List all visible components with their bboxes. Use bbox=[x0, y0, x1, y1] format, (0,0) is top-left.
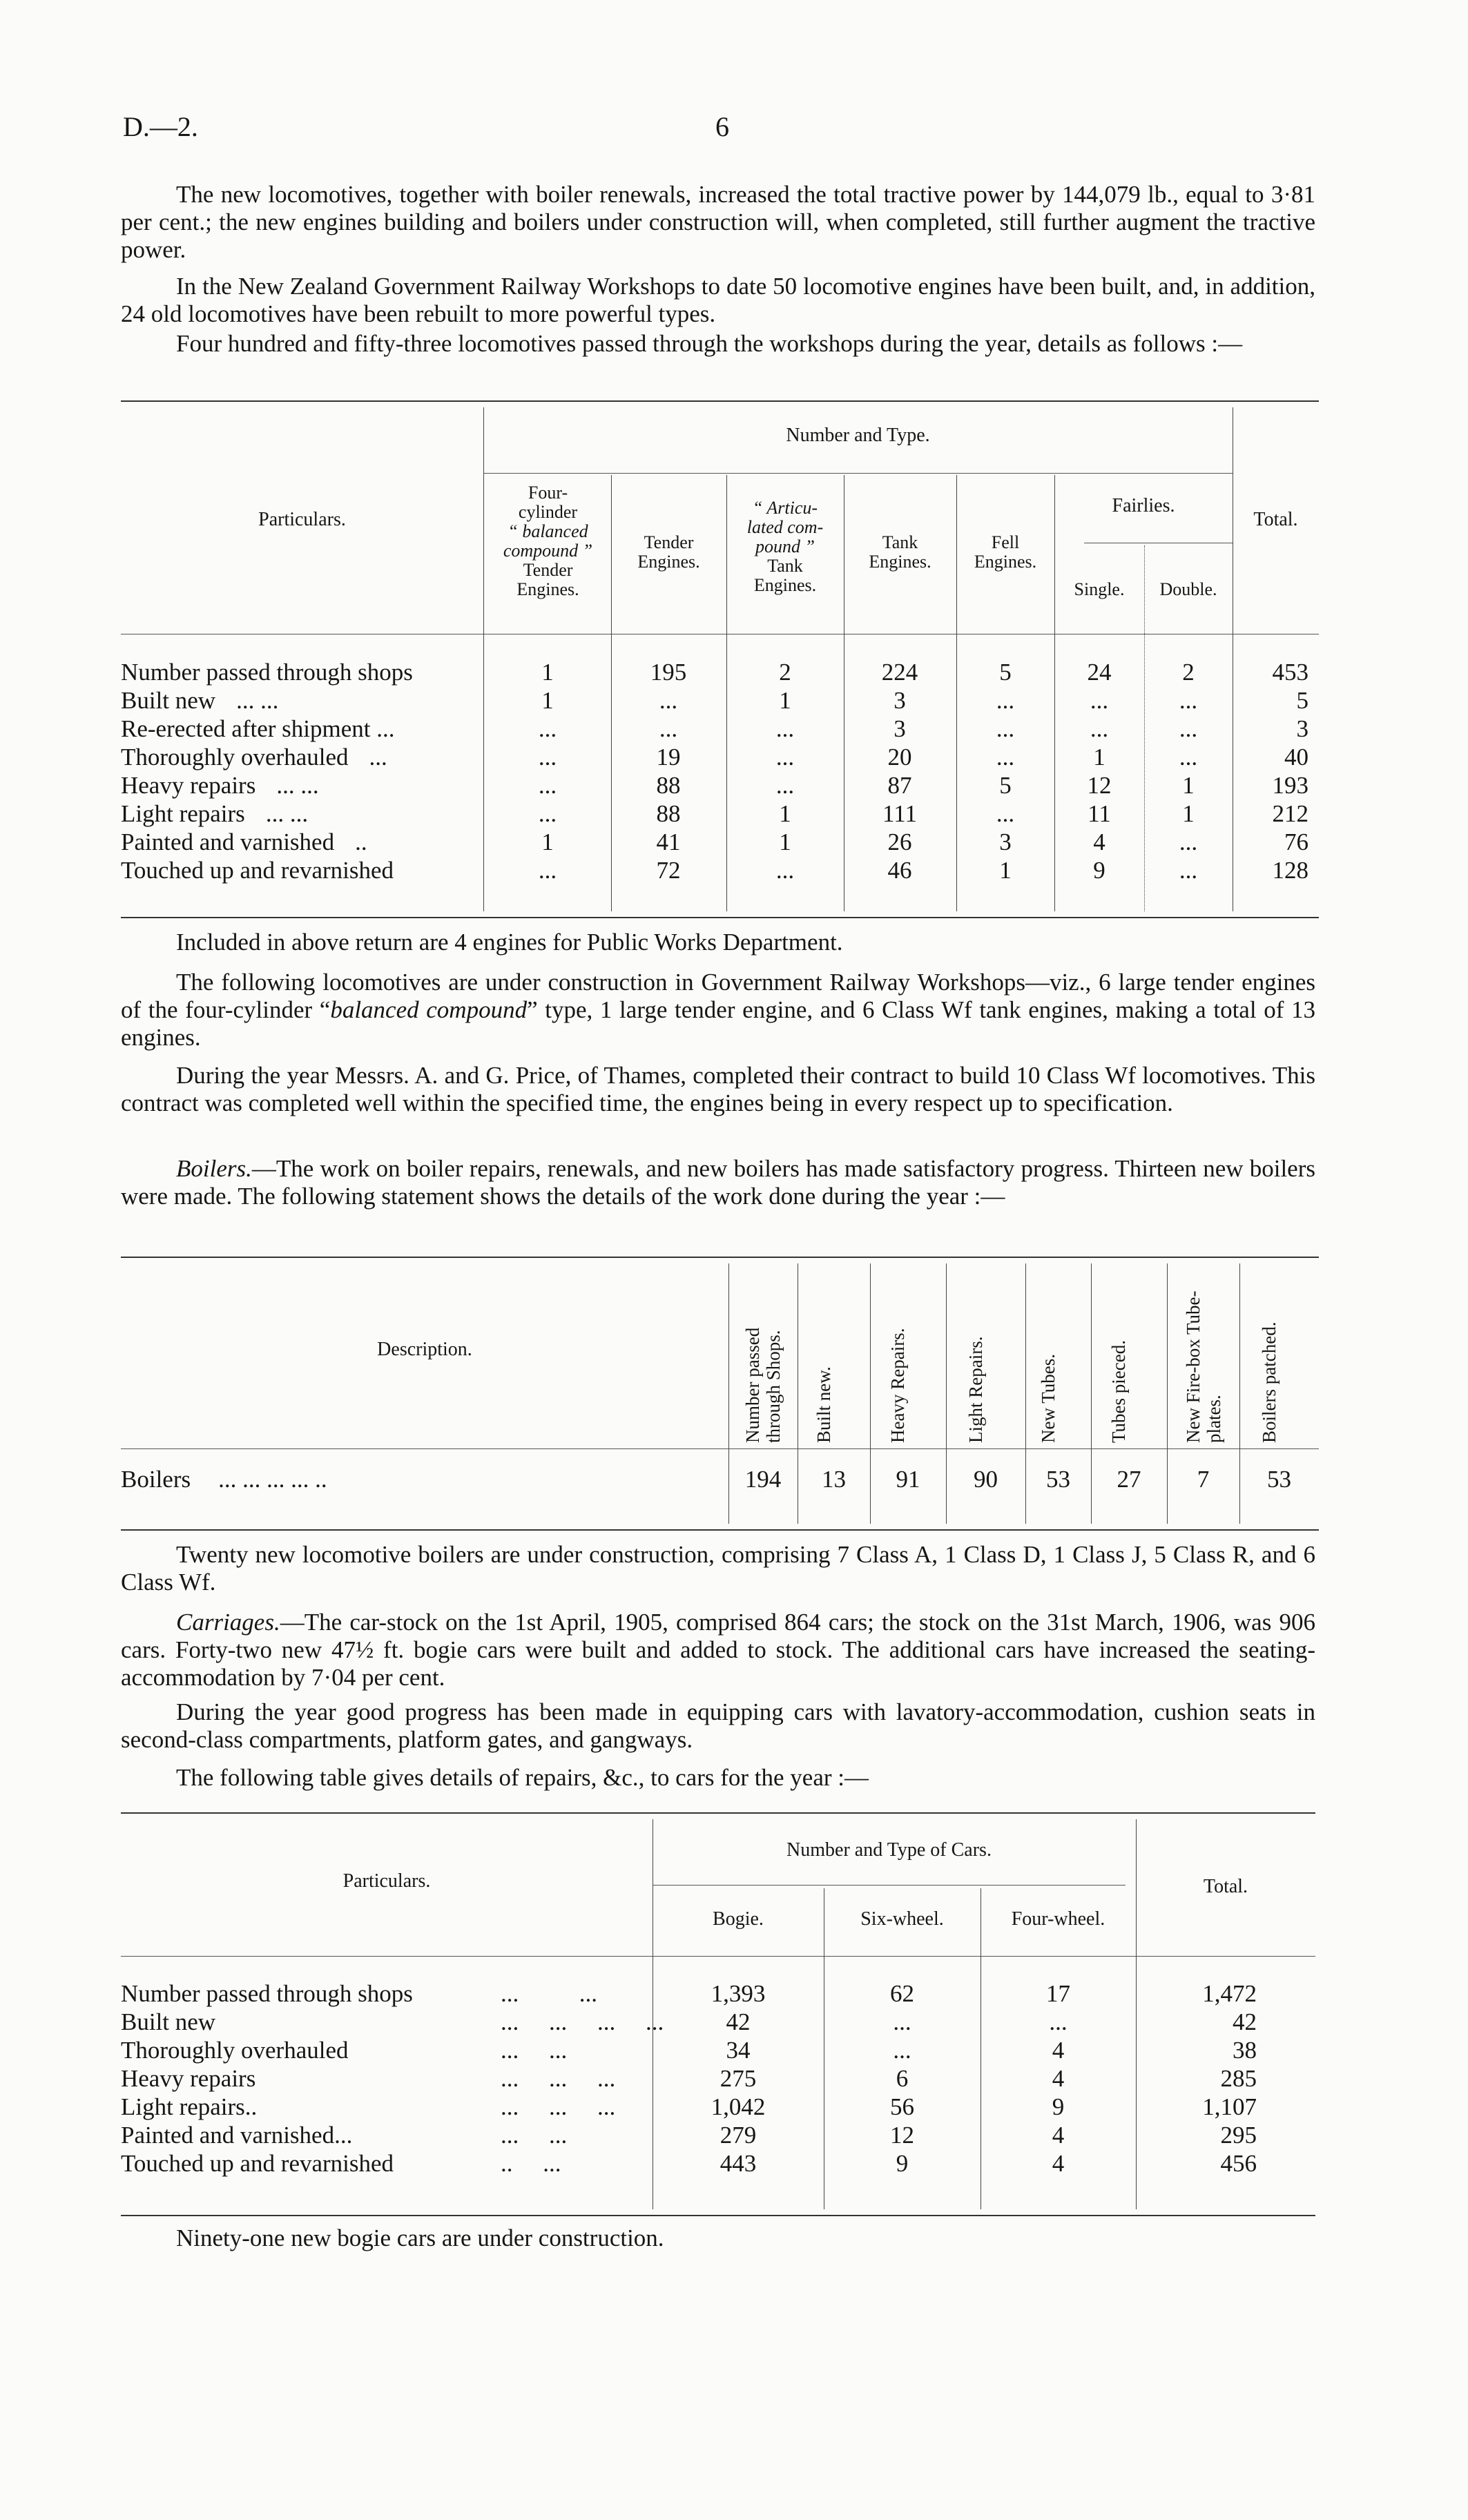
loco-cell: 1 bbox=[779, 687, 791, 714]
loco-cell: ... bbox=[1179, 744, 1198, 770]
loco-cell: 212 bbox=[1272, 800, 1308, 827]
paragraph-bogie-cars: Ninety-one new bogie cars are under construction. bbox=[176, 2225, 664, 2251]
loco-cell: 5 bbox=[1296, 687, 1308, 714]
loco-cell: ... bbox=[775, 772, 795, 799]
loco-cell: 1 bbox=[541, 659, 554, 686]
boiler-cell: 53 bbox=[1267, 1466, 1291, 1493]
loco-cell: 1 bbox=[779, 800, 791, 827]
car-cell: 17 bbox=[1046, 1980, 1070, 2007]
car-cell: 4 bbox=[1052, 2065, 1065, 2092]
car-cell: 42 bbox=[726, 2008, 751, 2035]
car-cell: 9 bbox=[1052, 2093, 1065, 2120]
loco-row-label: Light repairs ... ... bbox=[121, 800, 309, 827]
total-header: Total. bbox=[1253, 509, 1298, 530]
loco-cell: 76 bbox=[1284, 828, 1308, 855]
loco-cell: 72 bbox=[656, 857, 681, 884]
loco-cell: 2 bbox=[779, 659, 791, 686]
car-particulars-header: Particulars. bbox=[342, 1870, 431, 1892]
loco-cell: ... bbox=[538, 715, 557, 742]
loco-cell: ... bbox=[659, 715, 678, 742]
car-row-label: Number passed through shops ... ... bbox=[121, 1980, 597, 2007]
car-cell: 295 bbox=[1220, 2122, 1257, 2149]
paragraph-new-boilers: Twenty new locomotive boilers are under construction, comprising 7 Class A, 1 Class D, 1 Class J, 5 Class R, and 6 Class Wf. bbox=[121, 1541, 1315, 1596]
col-tank-header: Tank Engines. bbox=[869, 532, 931, 572]
header-subrule bbox=[483, 473, 1233, 474]
car-cell: 9 bbox=[896, 2150, 909, 2177]
loco-row-label: Thoroughly overhauled ... bbox=[121, 744, 387, 770]
loco-cell: ... bbox=[538, 772, 557, 799]
loco-cell: 26 bbox=[887, 828, 912, 855]
car-row-label: Touched up and revarnished .. ... bbox=[121, 2150, 561, 2177]
loco-cell: ... bbox=[996, 744, 1015, 770]
loco-cell: ... bbox=[996, 687, 1015, 714]
boiler-cell: 194 bbox=[744, 1466, 782, 1493]
loco-cell: 5 bbox=[999, 772, 1012, 799]
loco-cell: ... bbox=[775, 715, 795, 742]
loco-cell: ... bbox=[1179, 715, 1198, 742]
loco-cell: 128 bbox=[1272, 857, 1308, 884]
car-cell: 285 bbox=[1220, 2065, 1257, 2092]
loco-cell: 24 bbox=[1087, 659, 1112, 686]
col-articulated-header: “ Articu- lated com- pound ” Tank Engines. bbox=[746, 498, 824, 595]
fairlies-header: Fairlies. bbox=[1112, 495, 1175, 516]
loco-row-label: Built new ... ... bbox=[121, 687, 279, 714]
car-cell: 4 bbox=[1052, 2150, 1065, 2177]
page-number: 6 bbox=[715, 111, 729, 142]
car-cell: 4 bbox=[1052, 2122, 1065, 2149]
boiler-column-header: Tubes pieced. bbox=[1108, 1340, 1129, 1443]
car-cell: 443 bbox=[719, 2150, 757, 2177]
loco-cell: 41 bbox=[656, 828, 681, 855]
car-row-label: Built new ... ... ... ... bbox=[121, 2008, 664, 2035]
car-cell: 1,472 bbox=[1202, 1980, 1257, 2007]
four-wheel-header: Four-wheel. bbox=[1011, 1908, 1105, 1930]
loco-cell: ... bbox=[1090, 715, 1109, 742]
loco-cell: ... bbox=[996, 715, 1015, 742]
paragraph-locomotives-intro: Four hundred and fifty-three locomotives passed through the workshops during the year, details as follows :— bbox=[176, 330, 1243, 357]
loco-cell: 1 bbox=[541, 687, 554, 714]
boiler-cell: 91 bbox=[896, 1466, 920, 1493]
loco-cell: 9 bbox=[1093, 857, 1105, 884]
boiler-row-label: Boilers ... ... ... ... .. bbox=[121, 1466, 327, 1493]
loco-cell: ... bbox=[538, 857, 557, 884]
paragraph-boilers: Boilers.—The work on boiler repairs, renewals, and new boilers has made satisfactory progress. Thirteen new boilers were made. The following statement shows the details of the work done during the year :— bbox=[121, 1155, 1315, 1210]
loco-cell: 1 bbox=[779, 828, 791, 855]
paragraph-car-table-intro: The following table gives details of repairs, &c., to cars for the year :— bbox=[176, 1764, 869, 1791]
boiler-column-header: New Fire-box Tube-plates. bbox=[1182, 1290, 1224, 1443]
paragraph-carriages: Carriages.—The car-stock on the 1st April, 1905, comprised 864 cars; the stock on the 31st March, 1906, was 906 cars. Forty-two new 47½ ft. bogie cars were built and added to stock. The additional cars have increased the seating-accommodation by 7·04 per cent. bbox=[121, 1609, 1315, 1691]
particulars-header: Particulars. bbox=[258, 509, 346, 530]
paragraph-workshops: In the New Zealand Government Railway Workshops to date 50 locomotive engines have been built, and, in addition, 24 old locomotives have been rebuilt to more powerful types. bbox=[121, 273, 1315, 327]
car-cell: 1,107 bbox=[1202, 2093, 1257, 2120]
loco-cell: 3 bbox=[1296, 715, 1308, 742]
loco-cell: ... bbox=[1179, 687, 1198, 714]
loco-row-label: Touched up and revarnished bbox=[121, 857, 394, 884]
table-top-rule bbox=[121, 400, 1319, 402]
paragraph-price-contract: During the year Messrs. A. and G. Price, of Thames, completed their contract to build 10 Class Wf locomotives. This contract was completed well within the specified time, the engines being in every respect up to specification. bbox=[121, 1062, 1315, 1116]
boiler-column-header: Light Repairs. bbox=[965, 1336, 986, 1443]
boiler-cell: 53 bbox=[1046, 1466, 1070, 1493]
number-and-type-header: Number and Type. bbox=[786, 425, 930, 446]
car-row-label: Heavy repairs ... ... ... bbox=[121, 2065, 616, 2092]
paragraph-tractive-power: The new locomotives, together with boiler renewals, increased the total tractive power by 144,079 lb., equal to 3·81 per cent.; the new engines building and boilers under construction will, when completed, still further augment the tractive power. bbox=[121, 181, 1315, 263]
bogie-header: Bogie. bbox=[713, 1908, 764, 1930]
loco-cell: 453 bbox=[1272, 659, 1308, 686]
loco-cell: 3 bbox=[894, 715, 906, 742]
loco-cell: 5 bbox=[999, 659, 1012, 686]
loco-row-label: Number passed through shops bbox=[121, 659, 413, 686]
double-header: Double. bbox=[1159, 579, 1217, 599]
loco-cell: ... bbox=[1179, 857, 1198, 884]
loco-cell: 195 bbox=[650, 659, 687, 686]
loco-cell: 2 bbox=[1182, 659, 1195, 686]
car-number-type-header: Number and Type of Cars. bbox=[786, 1839, 992, 1861]
document-code: D.—2. bbox=[123, 111, 198, 142]
car-cell: 6 bbox=[896, 2065, 909, 2092]
loco-cell: 20 bbox=[887, 744, 912, 770]
boiler-column-header: Boilers patched. bbox=[1258, 1321, 1279, 1443]
loco-cell: 12 bbox=[1087, 772, 1112, 799]
boiler-cell: 7 bbox=[1197, 1466, 1210, 1493]
col-four-cylinder-header: Four- cylinder “ balanced compound ” Tender Engines. bbox=[503, 483, 593, 599]
car-cell: 56 bbox=[890, 2093, 914, 2120]
boiler-column-header: New Tubes. bbox=[1037, 1353, 1059, 1443]
loco-cell: 111 bbox=[882, 800, 917, 827]
boiler-column-header: Number passed through Shops. bbox=[742, 1327, 784, 1443]
loco-cell: ... bbox=[1090, 687, 1109, 714]
loco-cell: 1 bbox=[1182, 800, 1195, 827]
car-cell: 279 bbox=[719, 2122, 757, 2149]
six-wheel-header: Six-wheel. bbox=[860, 1908, 944, 1930]
loco-cell: ... bbox=[775, 857, 795, 884]
loco-cell: ... bbox=[538, 744, 557, 770]
boiler-cell: 90 bbox=[974, 1466, 998, 1493]
loco-cell: 88 bbox=[656, 800, 681, 827]
boiler-column-header: Heavy Repairs. bbox=[887, 1328, 908, 1443]
loco-cell: 1 bbox=[1182, 772, 1195, 799]
car-cell: 42 bbox=[1233, 2008, 1257, 2035]
car-cell: 62 bbox=[890, 1980, 914, 2007]
loco-cell: 4 bbox=[1093, 828, 1105, 855]
loco-row-label: Heavy repairs ... ... bbox=[121, 772, 319, 799]
single-header: Single. bbox=[1074, 579, 1125, 599]
loco-cell: 3 bbox=[894, 687, 906, 714]
car-cell: 1,042 bbox=[711, 2093, 766, 2120]
loco-cell: 88 bbox=[656, 772, 681, 799]
col-tender-header: Tender Engines. bbox=[637, 532, 700, 572]
loco-cell: ... bbox=[775, 744, 795, 770]
paragraph-lavatory: During the year good progress has been made in equipping cars with lavatory-accommodation, cushion seats in second-class compartments, platform gates, and gangways. bbox=[121, 1698, 1315, 1753]
loco-cell: 87 bbox=[887, 772, 912, 799]
car-cell: ... bbox=[893, 2037, 911, 2064]
car-cell: 4 bbox=[1052, 2037, 1065, 2064]
loco-cell: 1 bbox=[999, 857, 1012, 884]
loco-cell: 46 bbox=[887, 857, 912, 884]
loco-cell: ... bbox=[996, 800, 1015, 827]
car-cell: 12 bbox=[890, 2122, 914, 2149]
boiler-cell: 27 bbox=[1117, 1466, 1141, 1493]
loco-cell: 193 bbox=[1272, 772, 1308, 799]
paragraph-public-works: Included in above return are 4 engines for Public Works Department. bbox=[176, 929, 843, 956]
loco-cell: 3 bbox=[999, 828, 1012, 855]
loco-cell: ... bbox=[659, 687, 678, 714]
car-cell: 34 bbox=[726, 2037, 751, 2064]
car-cell: 38 bbox=[1233, 2037, 1257, 2064]
car-row-label: Light repairs.. ... ... ... bbox=[121, 2093, 616, 2120]
col-fell-header: Fell Engines. bbox=[974, 532, 1037, 572]
loco-cell: 224 bbox=[881, 659, 918, 686]
car-cell: 456 bbox=[1220, 2150, 1257, 2177]
loco-cell: 1 bbox=[1093, 744, 1105, 770]
description-header: Description. bbox=[377, 1339, 472, 1360]
car-cell: 1,393 bbox=[711, 1980, 766, 2007]
boiler-column-header: Built new. bbox=[813, 1366, 834, 1443]
car-total-header: Total. bbox=[1203, 1876, 1248, 1897]
car-row-label: Painted and varnished... ... ... bbox=[121, 2122, 568, 2149]
car-cell: ... bbox=[1049, 2008, 1068, 2035]
loco-cell: 1 bbox=[541, 828, 554, 855]
loco-cell: ... bbox=[538, 800, 557, 827]
page-header bbox=[123, 110, 1338, 152]
loco-row-label: Painted and varnished .. bbox=[121, 828, 367, 855]
loco-cell: 40 bbox=[1284, 744, 1308, 770]
loco-cell: 11 bbox=[1088, 800, 1111, 827]
table-bottom-rule bbox=[121, 917, 1319, 918]
boiler-cell: 13 bbox=[822, 1466, 846, 1493]
car-cell: ... bbox=[893, 2008, 911, 2035]
car-row-label: Thoroughly overhauled ... ... bbox=[121, 2037, 568, 2064]
loco-cell: 19 bbox=[656, 744, 681, 770]
loco-cell: ... bbox=[1179, 828, 1198, 855]
paragraph-under-construction: The following locomotives are under construction in Government Railway Workshops—viz., 6 large tender engines of the four-cylinder “balanced compound” type, 1 large tender engine, and 6 Class Wf tank engines, making a total of 13 engines. bbox=[121, 969, 1315, 1051]
car-cell: 275 bbox=[719, 2065, 757, 2092]
loco-row-label: Re-erected after shipment ... bbox=[121, 715, 395, 742]
